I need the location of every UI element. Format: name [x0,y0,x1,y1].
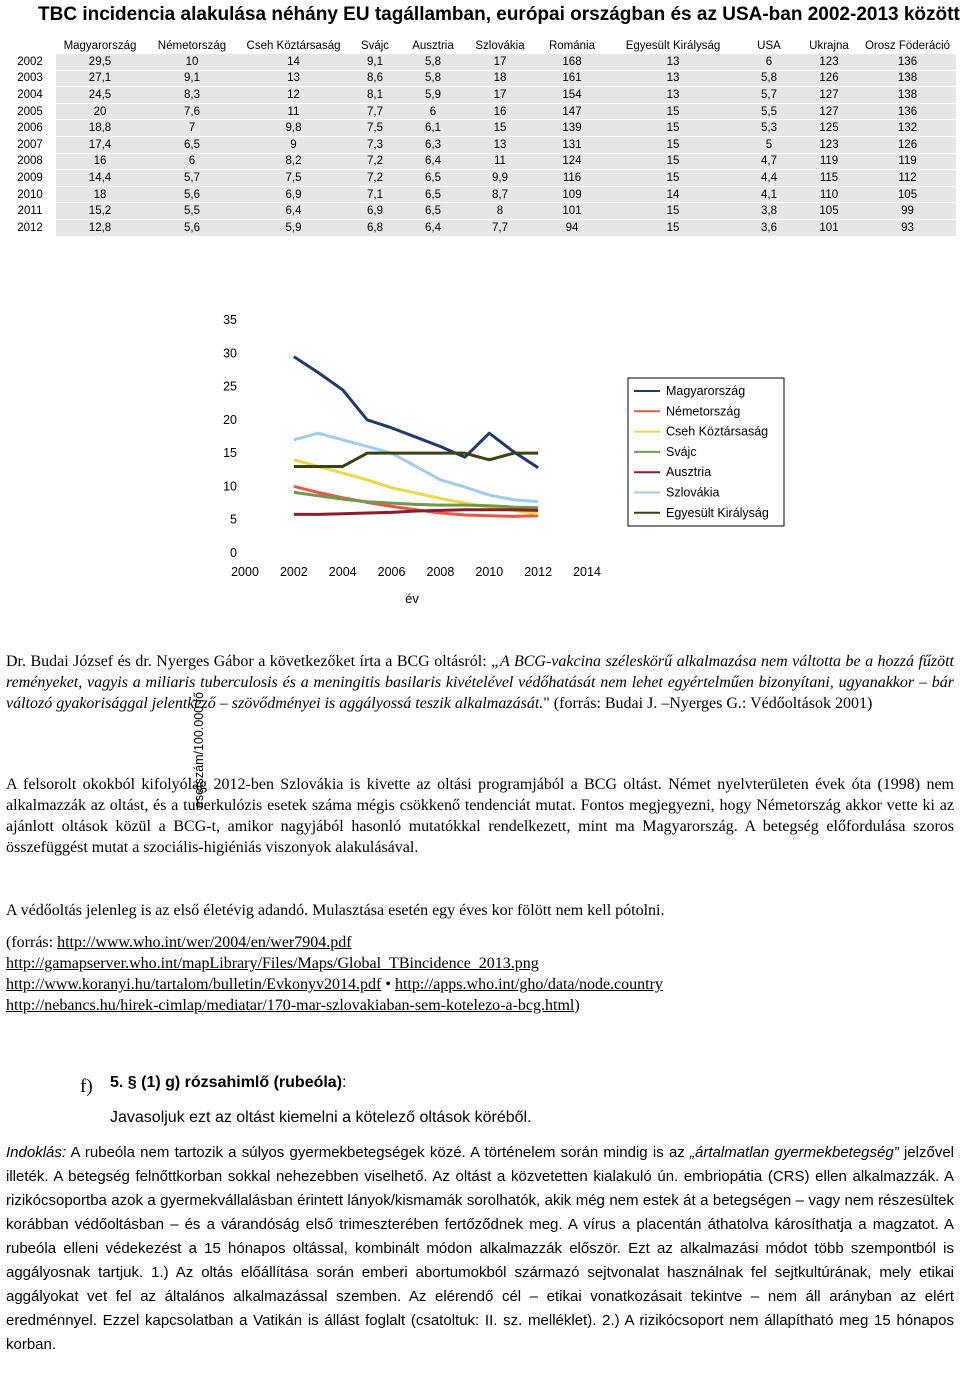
table-cell: 94 [537,219,607,235]
legend-label: Egyesült Királyság [666,505,769,520]
table-cell: 4,7 [739,153,799,170]
table-cell: 15 [607,170,739,187]
y-tick-label: 30 [223,346,237,361]
table-row [4,170,956,187]
year-cell: 2011 [4,203,56,220]
table-cell: 12,8 [56,219,144,235]
x-tick-label: 2010 [475,565,504,579]
x-ticks [231,565,601,579]
sources-prefix: (forrás: [6,934,58,951]
table-cell: 5,9 [403,87,463,104]
year-cell: 2010 [4,186,56,203]
year-cell: 2007 [4,136,56,153]
table-cell: 119 [799,153,859,170]
year-cell: 2003 [4,70,56,87]
y-tick-label: 10 [223,479,237,494]
table-cell: 13 [240,70,347,87]
table-cell: 13 [463,136,537,153]
bcg-source: " (forrás: Budai J. –Nyerges G.: Védőoltások 2001) [543,695,873,712]
table-cell: 112 [859,170,956,187]
table-cell: 109 [537,186,607,203]
year-cell: 2005 [4,103,56,120]
table-cell: 136 [859,54,956,71]
table-row [4,153,956,170]
justification-label: Indoklás: [6,1144,67,1161]
table-cell: 29,5 [56,54,144,71]
table-cell: 139 [537,120,607,137]
table-cell: 6 [403,103,463,120]
table-cell: 101 [799,219,859,235]
table-cell: 15 [463,120,537,137]
section-heading-text: 5. § (1) g) rózsahimlő (rubeóla) [110,1074,343,1091]
table-row [4,203,956,220]
table-cell: 8,2 [240,153,347,170]
table-cell: 5,5 [739,103,799,120]
table-cell: 116 [537,170,607,187]
justification-text-a: A rubeóla nem tartozik a súlyos gyermekbetegségek közé. A történelem során mindig is az [66,1144,691,1161]
table-header-row [4,38,956,54]
table-cell: 7,2 [347,153,403,170]
table-cell: 6 [739,54,799,71]
year-cell: 2012 [4,219,56,235]
x-tick-label: 2000 [231,565,259,579]
table-cell: 127 [799,103,859,120]
table-cell: 6,3 [403,136,463,153]
table-cell: 12 [240,87,347,104]
bcg-paragraph [6,651,954,714]
page-title: TBC incidencia alakulása néhány EU tagállamban, európai országban és az USA-ban 2002-2013 között [38,4,960,25]
table-cell: 126 [859,136,956,153]
table-cell: 6 [144,153,240,170]
table-cell: 123 [799,54,859,71]
legend-label: Németország [666,404,741,419]
column-header: Ukrajna [809,39,849,52]
link-gamapserver[interactable]: http://gamapserver.who.int/mapLibrary/Files/Maps/Global_TBincidence_2013.png [6,955,539,972]
table-cell: 8,6 [347,70,403,87]
table-cell: 5,7 [144,170,240,187]
table-cell: 8 [463,203,537,220]
year-cell: 2006 [4,120,56,137]
column-header: Orosz Föderáció [864,39,950,52]
table-cell: 15 [607,103,739,120]
table-cell: 15 [607,153,739,170]
x-tick-label: 2014 [573,565,601,579]
y-tick-label: 0 [230,546,237,560]
table-cell: 119 [859,153,956,170]
table-cell: 7,5 [347,120,403,137]
table-cell: 14 [240,54,347,71]
table-cell: 126 [799,70,859,87]
table-row [4,219,956,235]
table-row [4,87,956,104]
table-cell: 15 [607,203,739,220]
table-cell: 8,7 [463,186,537,203]
table-cell: 6,5 [403,170,463,187]
y-axis-label: esetszám/100.000 fő [192,691,206,809]
table-cell: 7,1 [347,186,403,203]
table-cell: 5 [739,136,799,153]
table-cell: 138 [859,70,956,87]
recommendation: Javasoljuk ezt az oltást kiemelni a kötelező oltások köréből. [110,1109,532,1126]
table-cell: 9,8 [240,120,347,137]
table-cell: 9 [240,136,347,153]
y-tick-label: 35 [223,313,237,327]
age-text: A védőoltás jelenleg is az első életévig adandó. Mulasztása esetén egy éves kor fölött nem kell pótolni. [6,902,665,919]
table-row [4,186,956,203]
table-cell: 13 [607,54,739,71]
table-cell: 13 [607,87,739,104]
series-line [294,453,538,466]
sources-block [6,932,954,1016]
table-cell: 17,4 [56,136,144,153]
table-cell: 123 [799,136,859,153]
column-header: Németország [157,39,227,52]
year-cell: 2008 [4,153,56,170]
link-who-wer[interactable]: http://www.who.int/wer/2004/en/wer7904.pdf [57,934,352,951]
table-row [4,70,956,87]
table-cell: 105 [859,186,956,203]
table-cell: 6,5 [403,186,463,203]
table-cell: 4,4 [739,170,799,187]
table-cell: 10 [144,54,240,71]
table-cell: 7 [144,120,240,137]
table-cell: 5,7 [739,87,799,104]
table-cell: 8,1 [347,87,403,104]
table-cell: 6,4 [403,219,463,235]
table-cell: 105 [799,203,859,220]
bullet-separator: • [381,976,395,993]
table-cell: 11 [463,153,537,170]
table-cell: 147 [537,103,607,120]
age-paragraph [6,900,954,921]
table-row [4,103,956,120]
table-cell: 7,7 [463,219,537,235]
section-letter: f) [80,1076,93,1097]
table-cell: 3,8 [739,203,799,220]
column-header: Egyesült Királyság [625,39,721,52]
legend [628,378,784,526]
table-cell: 17 [463,87,537,104]
incidence-table [4,38,956,236]
table-cell: 5,6 [144,219,240,235]
table-cell: 24,5 [56,87,144,104]
table-cell: 154 [537,87,607,104]
table-cell: 5,6 [144,186,240,203]
table-cell: 15 [607,219,739,235]
y-ticks [223,313,237,560]
table-cell: 161 [537,70,607,87]
justification-text-b: jelzővel illeték. A betegség felnőttkorban sokkal nehezebben viselhető. Az oltást a közvetetten kialakuló ún. embriopátia (CRS) ellen alkalmazzák. A rizikócsoportba azok a gyermekvállalásban érintett lányok/kismamák sorolhatók, akik még nem estek át a betegségen – vagy nem részesültek korábban védőoltásban – és a várandóság első trimeszterében fertőződnek meg. A vírus a placentán áthatolva károsíthatja a magzatot. A rubeóla elleni védekezést a 15 hónapos oltással, kombinált módon alkalmazzák először. Ezt az alkalmazási módot több szempontból is aggályosnak tartjuk. 1.) Az oltás előállítása során emberi abortumokból származó sejtvonalat használnak fel sejtkultúrának, mely etikai aggályokat vet fel az általános alkalmazással szemben. Az elérendő cél – etikai vonatkozásait tekintve – nem áll arányban az elért eredménnyel. Ezzel kapcsolatban a Vatikán is állást foglalt (csatoltuk: II. sz. melléklet). 2.) A rizikócsoport nem állapítható meg 15 hónapos korban. [6,1144,954,1353]
y-tick-label: 25 [223,379,237,394]
table-row [4,136,956,153]
bcg-intro: Dr. Budai József és dr. Nyerges Gábor a következőket írta a BCG oltásról: [6,653,492,670]
table-cell: 15,2 [56,203,144,220]
table-cell: 14,4 [56,170,144,187]
table-row [4,120,956,137]
table-cell: 9,1 [144,70,240,87]
table-cell: 5,9 [240,219,347,235]
x-axis-label: év [405,591,419,606]
table-cell: 110 [799,186,859,203]
series-lines [294,357,538,517]
table-cell: 168 [537,54,607,71]
table-cell: 138 [859,87,956,104]
table-cell: 124 [537,153,607,170]
table-cell: 15 [607,136,739,153]
table-cell: 11 [240,103,347,120]
table-cell: 4,1 [739,186,799,203]
table-cell: 6,9 [240,186,347,203]
legend-label: Svájc [666,444,697,459]
column-header: Svájc [360,39,390,52]
sources-suffix: ) [574,997,580,1014]
table-cell: 6,4 [403,153,463,170]
table-cell: 6,4 [240,203,347,220]
y-tick-label: 20 [223,412,237,427]
series-line [294,357,538,468]
year-cell: 2004 [4,87,56,104]
table-cell: 18,8 [56,120,144,137]
table-cell: 6,9 [347,203,403,220]
x-tick-label: 2002 [279,565,308,579]
table-cell: 27,1 [56,70,144,87]
table-cell: 20 [56,103,144,120]
table-cell: 13 [607,70,739,87]
table-cell: 18 [463,70,537,87]
table-cell: 16 [56,153,144,170]
table-cell: 125 [799,120,859,137]
table-cell: 15 [607,120,739,137]
table-cell: 18 [56,186,144,203]
table-cell: 6,5 [144,136,240,153]
year-cell: 2009 [4,170,56,187]
link-koranyi[interactable]: http://www.koranyi.hu/tartalom/bulletin/Evkonyv2014.pdf [6,976,382,993]
table-cell: 5,5 [144,203,240,220]
table-cell: 8,3 [144,87,240,104]
table-cell: 7,2 [347,170,403,187]
slovakia-paragraph [6,774,954,858]
table-cell: 16 [463,103,537,120]
x-tick-label: 2012 [524,565,553,579]
table-cell: 5,8 [403,70,463,87]
legend-label: Szlovákia [666,485,720,500]
column-header: Szlovákia [475,39,525,52]
x-tick-label: 2006 [377,565,406,579]
table-cell: 99 [859,203,956,220]
legend-label: Ausztria [666,465,712,480]
table-cell: 132 [859,120,956,137]
table-cell: 6,5 [403,203,463,220]
x-tick-label: 2008 [426,565,455,579]
section-heading-colon: : [342,1074,347,1091]
table-cell: 9,9 [463,170,537,187]
column-header: Ausztria [412,39,454,52]
bcg-quote: „A BCG-vakcina széleskörű alkalmazása nem váltotta be a hozzá fűzött reményeket, vagyis a miliaris tuberculosis és a meningitis basilaris kivételével védőhatását nem lehet egyértelműen bizonyítani, ugyanakkor – bár változó gyakorisággal jelentkező – szövődményei is aggályossá teszik alkalmazását. [6,653,955,712]
y-tick-label: 15 [223,446,237,461]
justification-quote: „ártalmatlan gyermekbetegség” [690,1144,899,1161]
legend-label: Magyarország [666,384,746,398]
table-cell: 93 [859,219,956,235]
table-cell: 136 [859,103,956,120]
table-cell: 7,7 [347,103,403,120]
justification-paragraph [6,1141,954,1357]
table-cell: 5,8 [739,70,799,87]
column-header: Cseh Köztársaság [246,39,341,52]
table-cell: 7,6 [144,103,240,120]
column-header: Magyarország [63,39,137,52]
slovakia-text: A felsorolt okokból kifolyólag 2012-ben Szlovákia is kivette az oltási programjából a BCG oltást. Német nyelvterületen évek óta (1998) nem alkalmazzák az oltást, és a tuberkulózis esetek száma mégis csökkenő tendenciát mutat. Fontos megjegyezni, hogy Németország akkor vette ki az ajánlott oltások közül a BCG-t, amikor nagyjából hasonló mutatókkal rendelkezett, mint ma Magyarország. A betegség előfordulása szoros összefüggést mutat a szociális-higiéniás viszonyok alakulásával. [6,776,954,856]
x-tick-label: 2004 [328,565,357,579]
table-cell: 7,3 [347,136,403,153]
table-cell: 101 [537,203,607,220]
table-cell: 5,3 [739,120,799,137]
table-cell: 5,8 [403,54,463,71]
section-heading [110,1074,346,1092]
column-header: USA [757,39,781,52]
series-line [294,510,538,515]
table-cell: 17 [463,54,537,71]
y-tick-label: 5 [230,512,237,527]
table-cell: 131 [537,136,607,153]
table-cell: 3,6 [739,219,799,235]
column-header: Románia [548,39,596,52]
year-cell: 2002 [4,54,56,71]
link-who-gho[interactable]: http://apps.who.int/gho/data/node.country [394,976,663,993]
table-cell: 6,8 [347,219,403,235]
table-cell: 127 [799,87,859,104]
table-cell: 6,1 [403,120,463,137]
corner-cell [4,38,56,54]
table-cell: 14 [607,186,739,203]
table-cell: 9,1 [347,54,403,71]
table-cell: 115 [799,170,859,187]
link-nebancs[interactable]: http://nebancs.hu/hirek-cimlap/mediatar/170-mar-szlovakiaban-sem-kotelezo-a-bcg.html [6,997,575,1014]
legend-label: Cseh Köztársaság [666,424,769,439]
table-row [4,54,956,71]
table-cell: 7,5 [240,170,347,187]
